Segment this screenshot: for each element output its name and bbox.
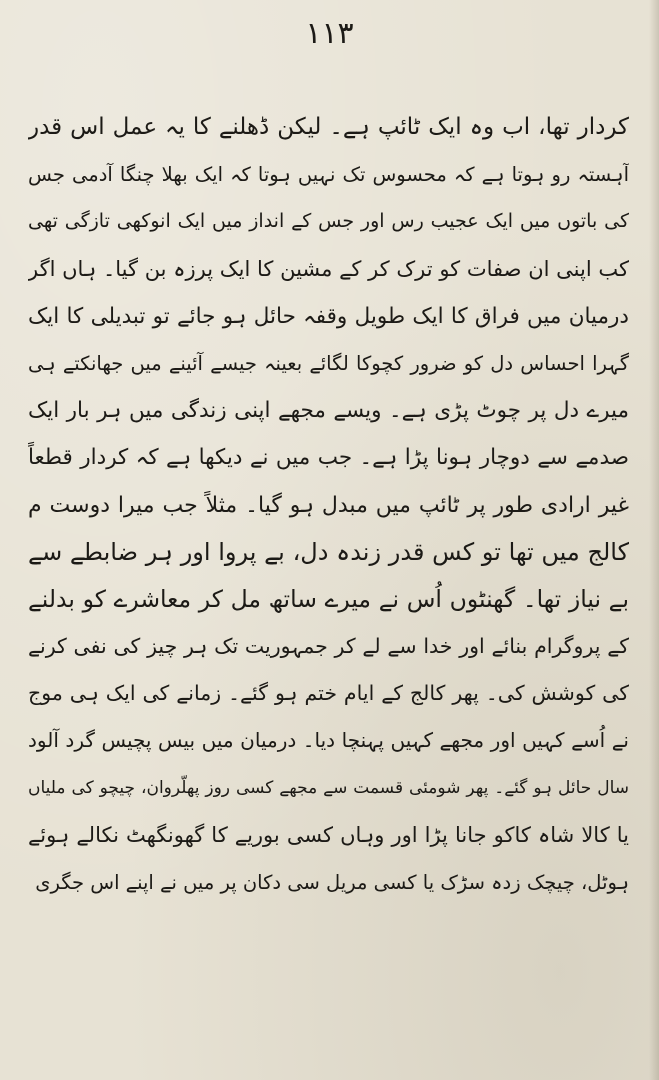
body-text	[28, 104, 629, 1054]
text-line: بے نیاز تھا۔ گھنٹوں اُس نے میرے ساتھ مل کر معاشرے کو بدلنے	[28, 584, 629, 613]
text-line: کردار تھا، اب وہ ایک ٹائپ ہے۔ لیکن ڈھلنے کا یہ عمل اس قدر	[28, 114, 629, 140]
text-line: غیر ارادی طور پر ٹائپ میں مبدل ہو گیا۔ مثلاً جب میرا دوست م	[28, 492, 629, 518]
page-number: ۱۱۳	[305, 16, 354, 51]
text-line: صدمے سے دوچار ہونا پڑا ہے۔ جب میں نے دیکھا ہے کہ کردار قطعاً	[28, 445, 629, 471]
text-line: کے پروگرام بنائے اور خدا سے لے کر جمہوریت تک ہر چیز کی نفی کرنے	[28, 634, 629, 659]
text-line: نے اُسے کہیں اور مجھے کہیں پہنچا دیا۔ درمیان میں بیس پچیس گرد آلود	[28, 728, 629, 753]
text-line: سال حائل ہو گئے۔ پھر شومئی قسمت سے مجھے کسی روز پھلّروان، چیچو کی ملیاں	[28, 777, 629, 798]
text-line: ہوٹل، چیچک زدہ سڑک یا کسی مریل سی دکان پر میں نے اپنے اس جگری	[35, 871, 629, 894]
text-line: میرے دل پر چوٹ پڑی ہے۔ ویسے مجھے اپنی زندگی میں ہر بار ایک	[28, 398, 629, 424]
text-line: کالج میں تھا تو کس قدر زندہ دل، بے پروا اور ہر ضابطے سے	[28, 537, 629, 566]
page-edge-shadow	[649, 0, 659, 1080]
text-line: کب اپنی ان صفات کو ترک کر کے مشین کا ایک پرزہ بن گیا۔ ہاں اگر	[28, 256, 629, 281]
text-line: کی باتوں میں ایک عجیب رس اور جس کے انداز میں ایک انوکھی تازگی تھی	[28, 210, 629, 233]
text-line: یا کالا شاہ کاکو جانا پڑا اور وہاں کسی بوریے کا گھونگھٹ نکالے ہوئے	[28, 822, 629, 847]
text-line: آہستہ رو ہوتا ہے کہ محسوس تک نہیں ہوتا کہ ایک بھلا چنگا آدمی جس	[28, 163, 629, 187]
text-line: درمیان میں فراق کا ایک طویل وقفہ حائل ہو جائے تو تبدیلی کا ایک	[28, 303, 629, 329]
text-line: گہرا احساس دل کو ضرور کچوکا لگائے بعینہ جیسے آئینے میں جھانکتے ہی	[28, 351, 629, 375]
text-line: کی کوشش کی۔ پھر کالج کے ایام ختم ہو گئے۔ زمانے کی ایک ہی موج	[28, 681, 629, 706]
